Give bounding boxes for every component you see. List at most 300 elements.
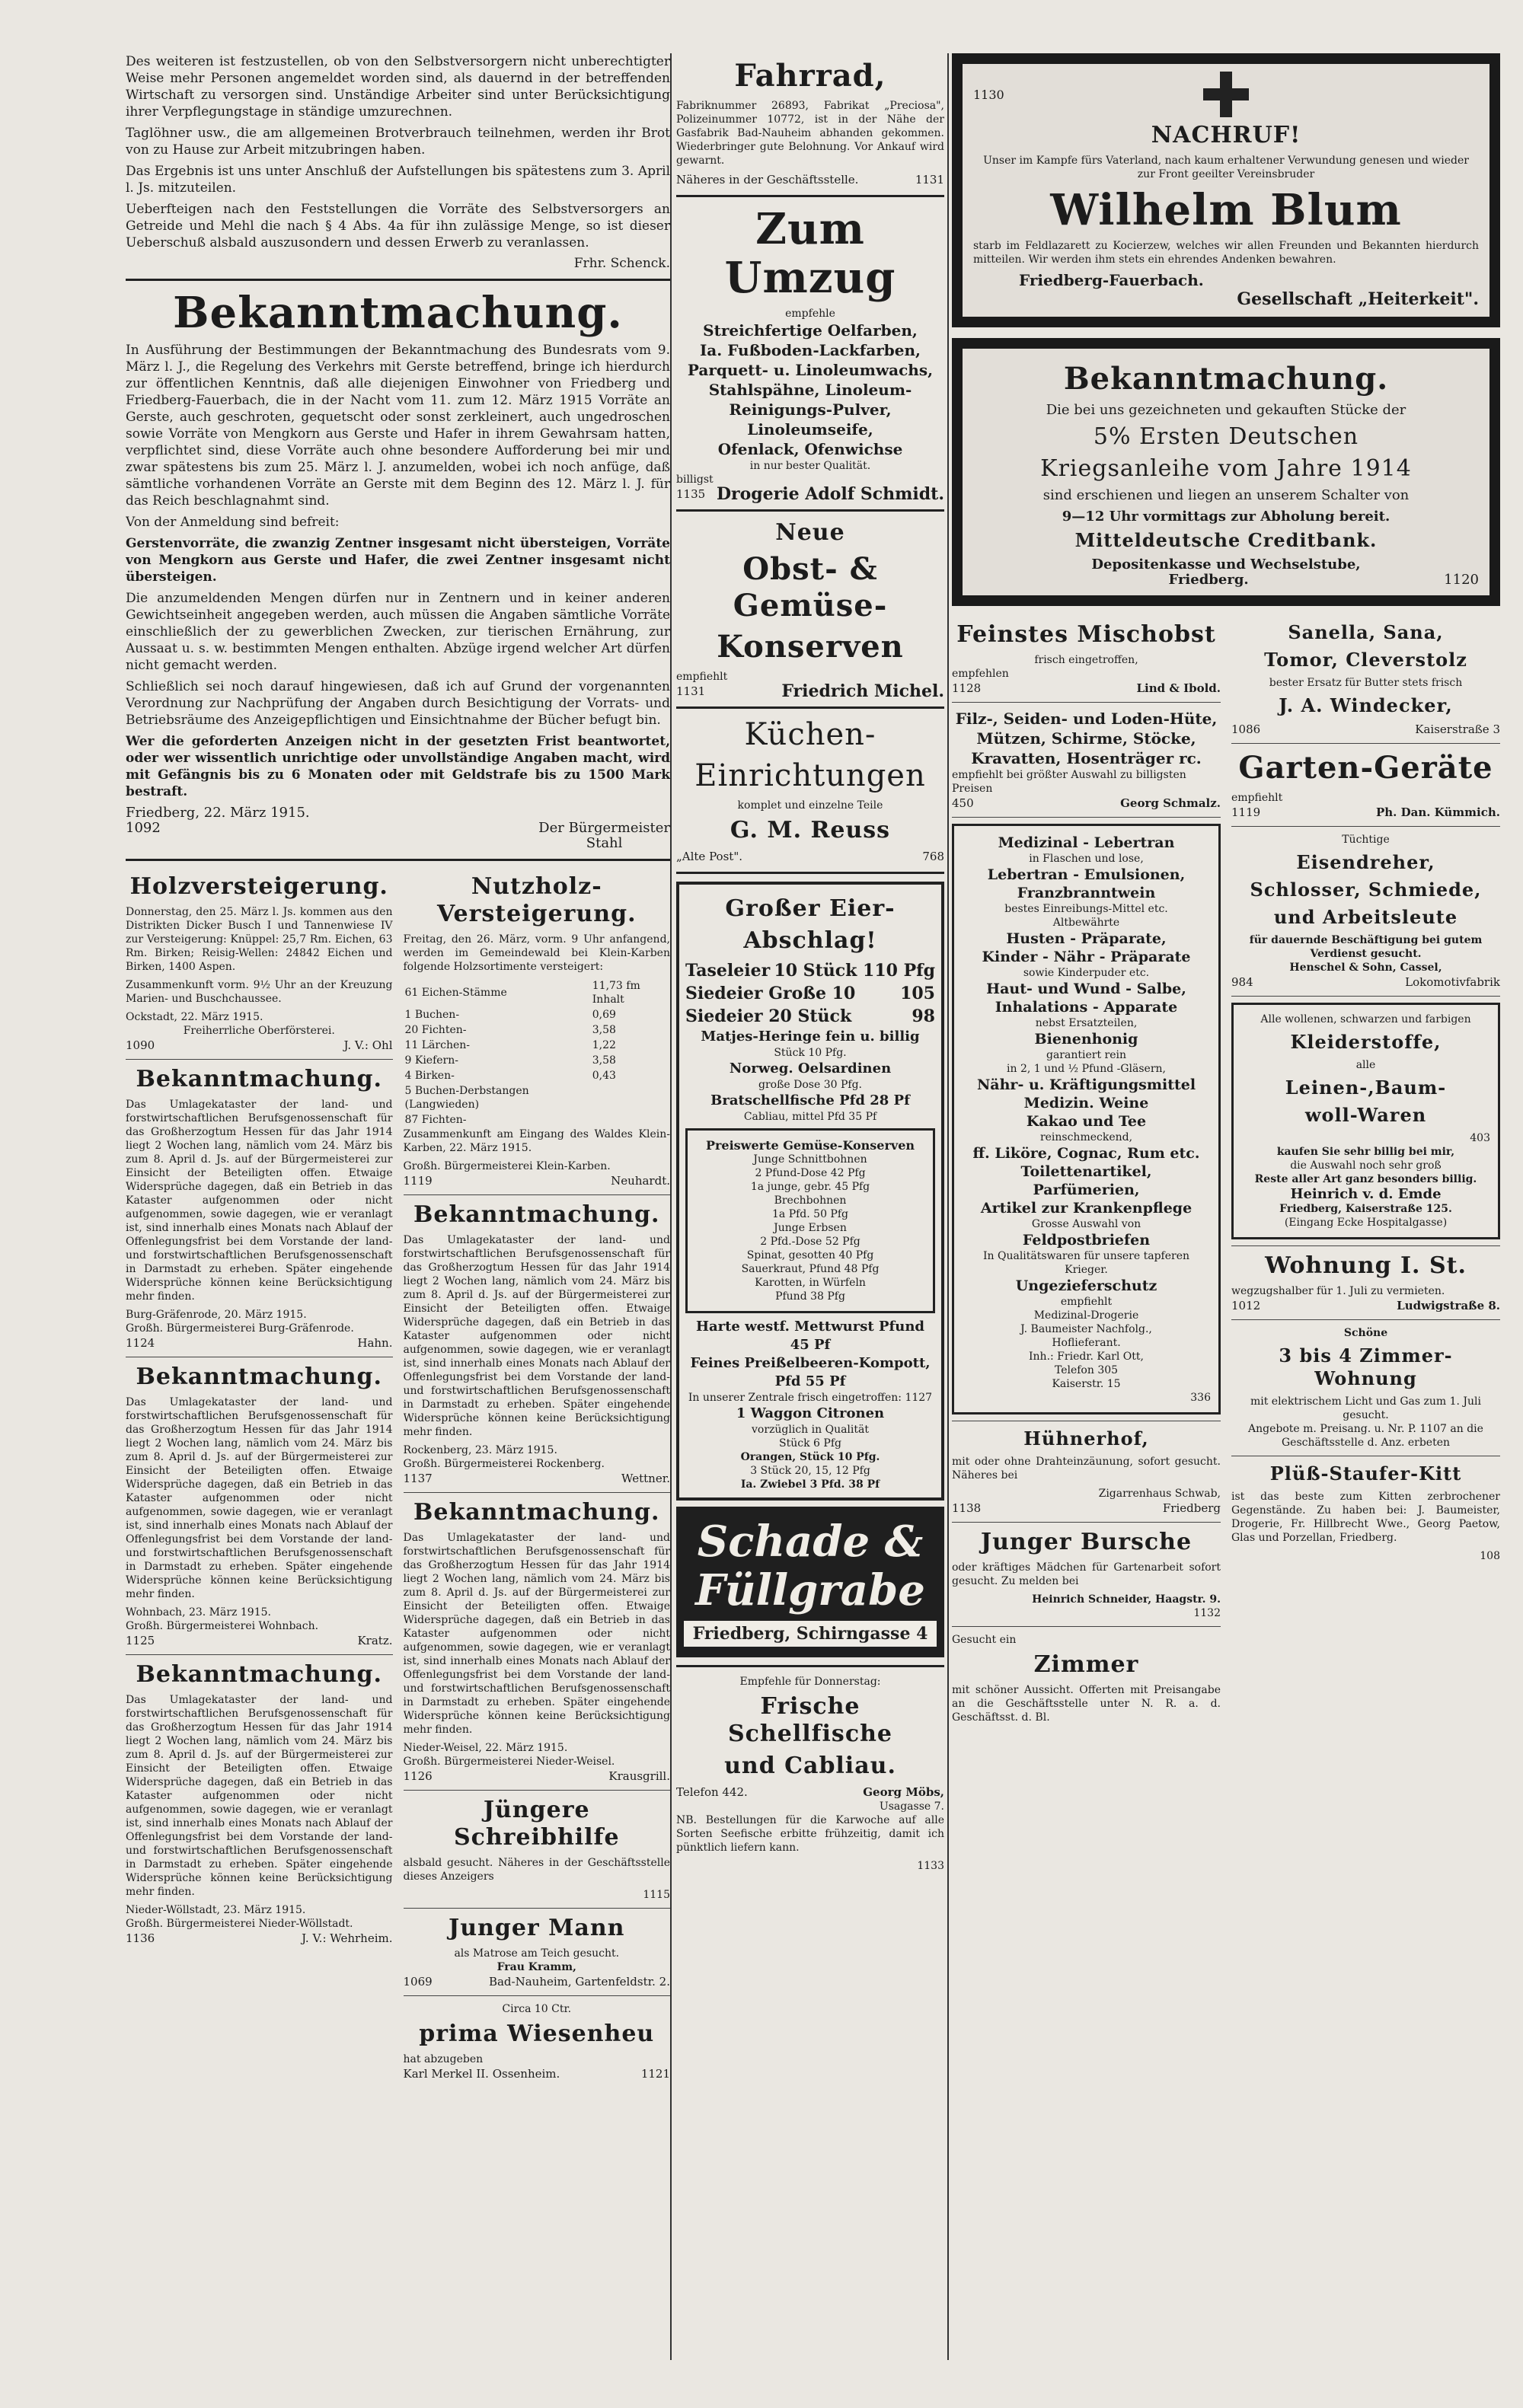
nutz-cell: 4 Birken-	[404, 1070, 455, 1082]
heu-title: prima Wiesenheu	[419, 2020, 655, 2047]
fisch-title: Frische Schellfische	[728, 1693, 892, 1747]
nutz-cell: 1 Buchen-	[404, 1009, 460, 1021]
fisch-tel: Telefon 442.	[676, 1785, 748, 1799]
bek3-title: Bekanntmachung.	[136, 1363, 382, 1390]
col3-right	[1231, 617, 1500, 1729]
bek3-office: Großh. Bürgermeisterei Wohnbach.	[126, 1620, 319, 1632]
nachruf-society: Gesellschaft „Heiterkeit".	[1237, 289, 1479, 309]
ad-number: 1119	[403, 1174, 433, 1188]
eisendreher-name: Henschel & Sohn, Cassel,	[1289, 962, 1442, 974]
bek5-sign: J. V.: Wehrheim.	[302, 1931, 393, 1945]
drogerie-line: Artikel zur Krankenpflege	[980, 1200, 1193, 1217]
eier-prices	[685, 959, 935, 1028]
garten-pre: empfiehlt	[1231, 792, 1283, 804]
zimmerwohnung-text: mit elektrischem Licht und Gas zum 1. Juli gesucht.	[1250, 1395, 1482, 1421]
drogerie-line: nebst Ersatzteilen,	[1035, 1017, 1138, 1029]
nutz-row	[404, 1068, 671, 1083]
drogerie-line: Feldpostbriefen	[1022, 1232, 1151, 1249]
konserven-item: Sauerkraut, Pfund 48 Pfg	[741, 1263, 880, 1275]
drogerie-line: Altbewährte	[1052, 917, 1120, 929]
ad-number: 984	[1231, 975, 1253, 989]
kleider-text-3: Reste aller Art ganz besonders billig.	[1254, 1173, 1477, 1185]
eier-price-cell: Siedeier Große 10	[685, 984, 856, 1003]
ad-number: 1092	[126, 820, 161, 836]
nutz-row	[404, 1038, 671, 1053]
drogerie-line: Husten - Präparate,	[1006, 930, 1167, 947]
umzug-item: Streichfertige Oelfarben,	[703, 321, 918, 340]
ad-number: 1137	[403, 1472, 433, 1485]
drogerie-line: reinschmeckend,	[1039, 1131, 1133, 1143]
holz-office: Freiherrliche Oberförsterei.	[183, 1025, 335, 1037]
bek1-sign: Hahn.	[357, 1336, 393, 1350]
nutz-cell: 87 Fichten-	[404, 1114, 467, 1126]
nachruf-text-2: starb im Feldlazarett zu Kocierzew, welches wir allen Freunden und Bekannten hierdurch mitteilen. Wir werden ihm stets ein ehrendes Andenken bewahren.	[973, 240, 1479, 266]
fisch-nb: NB. Bestellungen für die Karwoche auf alle Sorten Seefische erbitte frühzeitig, damit ich pünktlich liefern kann.	[676, 1814, 944, 1854]
kriegs-text: Die bei uns gezeichneten und gekauften Stücke der	[1046, 402, 1406, 418]
obst-pre: empfiehlt	[676, 671, 728, 683]
lager: In unserer Zentrale frisch eingetroffen: 1127	[688, 1392, 933, 1404]
citronen-price: Stück 6 Pfg	[779, 1437, 841, 1450]
kleider-pre: Alle wollenen, schwarzen und farbigen	[1260, 1013, 1471, 1025]
hute-line: Mützen, Schirme, Stöcke,	[976, 729, 1196, 748]
umzug-item: Reinigungs-Pulver,	[729, 400, 892, 419]
garten-name: Ph. Dan. Kümmich.	[1375, 805, 1500, 819]
hute-text: empfiehlt bei größter Auswahl zu billigsten Preisen	[952, 769, 1186, 795]
holz-place: Ockstadt, 22. März 1915.	[126, 1011, 263, 1023]
bek5-office: Großh. Bürgermeisterei Nieder-Wöllstadt.	[126, 1918, 353, 1930]
column-2	[676, 53, 944, 1873]
intro-signature: Frhr. Schenck.	[573, 256, 670, 271]
umzug-name: Drogerie Adolf Schmidt.	[716, 484, 944, 504]
ad-number: 1086	[1231, 722, 1261, 736]
eier-price-cell: Taseleier	[685, 961, 771, 981]
citronen-quality: vorzüglich in Qualität	[752, 1424, 869, 1436]
ad-number: 1138	[952, 1501, 982, 1515]
main-notice-body	[126, 342, 670, 851]
drogerie-line: Ungezieferschutz	[1015, 1277, 1157, 1294]
konserven-item: Junge Erbsen	[774, 1222, 847, 1234]
divider	[126, 279, 670, 281]
eier-line: Cabliau, mittel Pfd 35 Pf	[743, 1111, 877, 1123]
notice-paragraph: In Ausführung der Bestimmungen der Bekanntmachung des Bundesrats vom 9. März l. J., die Regelung des Verkehrs mit Gerste betreffend, bringe ich hierdurch zur öffentlichen Kenntnis, daß alle diejenigen Einwohner von Friedberg und Friedberg-Fauerbach, die in der Nacht vom 11. zum 12. März 1915 Vorräte an Gerste, auch geschroten, gequetscht oder sonst zerkleinert, auch ungedroschen sowie Vorräte von Mengkorn aus Gerste und Hafer in ihrem Gewahrsam hatten, verpflichtet sind, diese Vorräte auch ohne besondere Aufforderung bei mir und zwar spätestens bis zum 25. März l. J. anzumelden, wobei ich noch anfüge, daß sämtliche vorhandenen Vorräte an Gerste mit dem Beginn des 12. März l. J. für das Reich beschlagnahmt sind.	[126, 343, 670, 509]
orangen: Orangen, Stück 10 Pfg.	[740, 1451, 880, 1463]
drogerie-line: Medizinal - Lebertran	[998, 834, 1175, 851]
ad-number: 1130	[973, 87, 1004, 102]
ad-number: 1128	[952, 681, 982, 695]
mischobst-title: Feinstes Mischobst	[956, 621, 1216, 648]
ad-number: 108	[1480, 1550, 1500, 1562]
eier-line: große Dose 30 Pfg.	[758, 1079, 863, 1091]
konserven-item: Spinat, gesotten 40 Pfg	[746, 1249, 874, 1261]
bek1-text: Das Umlagekataster der land- und forstwirtschaftlichen Berufsgenossenschaft für das Großherzogtum Hessen für das Jahr 1914 liegt 2 Wochen lang, nämlich vom 24. März bis zum 8. April d. Js. auf der Bürgermeisterei zur Einsicht der Beteiligten offen. Etwaige Widersprüche dagegen, daß ein Betrieb in das Kataster aufgenommen oder nicht aufgenommen, sowie dagegen, wie er veranlagt ist, sind innerhalb eines Monats nach Ablauf der Offenlegungsfrist bei dem Vorstande der land- und forstwirtschaftlichen Berufsgenossenschaft in Darmstadt zu erheben. Später eingehende Widersprüche können keine Berücksichtigung mehr finden.	[126, 1099, 393, 1303]
holz-text: Donnerstag, den 25. März l. Js. kommen aus den Distrikten Dicker Busch I und Tannenwiese IV zur Versteigerung: Knüppel: 25,7 Rm. Eichen, 63 Rm. Birken; Reisig-Wellen: 24842 Eichen und Birken, 1400 Aspen.	[126, 906, 393, 973]
fahrrad-title: Fahrrad,	[734, 58, 886, 94]
mischobst-pre: empfehlen	[952, 668, 1009, 680]
nutz-cell: 20 Fichten-	[404, 1024, 467, 1036]
eier-line: Stück 10 Pfg.	[774, 1047, 847, 1059]
nutz-cell	[591, 1083, 670, 1112]
bursche-name: Heinrich Schneider, Haagstr. 9.	[1032, 1593, 1221, 1606]
sanella-text: bester Ersatz für Butter stets frisch	[1269, 677, 1463, 689]
nutz-cell	[591, 1112, 670, 1127]
intro-paragraph: Das Ergebnis ist uns unter Anschluß der Aufstellungen bis spätestens zum 3. April l. Js. mitzuteilen.	[126, 164, 670, 196]
drogerie-line: Hoflieferant.	[1052, 1337, 1121, 1349]
eier-price-cell: Siedeier 20 Stück	[685, 1006, 852, 1026]
fisch-name: Georg Möbs,	[863, 1785, 944, 1799]
konserven-item: 2 Pfd.-Dose 52 Pfg	[760, 1236, 860, 1248]
obst-name: Friedrich Michel.	[781, 681, 944, 701]
sanella-name: J. A. Windecker,	[1279, 694, 1453, 716]
drogerie-line: Franzbranntwein	[1017, 885, 1156, 901]
sanella-addr: Kaiserstraße 3	[1415, 722, 1500, 736]
kleider-ad	[1231, 1003, 1500, 1239]
bek1-office: Großh. Bürgermeisterei Burg-Gräfenrode.	[126, 1322, 354, 1335]
zimmerwohnung-text-2: Angebote m. Preisang. u. Nr. P. 1107 an die Geschäftsstelle d. Anz. erbeten	[1248, 1423, 1483, 1449]
kuechen-name: G. M. Reuss	[730, 817, 891, 844]
drogerie-line: Haut- und Wund - Salbe,	[986, 981, 1186, 997]
nutz-cell: 11 Lärchen-	[404, 1039, 470, 1051]
drogerie-line: Parfümerien,	[1033, 1182, 1140, 1198]
eier-fish	[685, 1028, 935, 1124]
nutz-table	[404, 978, 671, 1127]
drogerie-line: Bienenhonig	[1034, 1031, 1138, 1048]
ad-number: 1133	[917, 1860, 944, 1872]
kitt-text: ist das beste zum Kitten zerbrochener Gegenstände. Zu haben bei: J. Baumeister, Drogerie, Fr. Hillbrecht Wwe., Georg Paetow, Glas und Porzellan, Friedberg.	[1231, 1491, 1500, 1544]
mayor-name: Stahl	[586, 835, 623, 851]
eier-line: Bratschellfische Pfd 28 Pf	[710, 1092, 910, 1108]
nachruf-title: NACHRUF!	[1151, 122, 1301, 148]
konserven-box	[685, 1128, 935, 1313]
kleider-title: Kleiderstoffe,	[1290, 1031, 1442, 1053]
kriegs-big-1: 5% Ersten Deutschen	[1093, 423, 1359, 450]
notice-paragraph: Von der Anmeldung sind befreit:	[126, 515, 340, 530]
drogerie-line: J. Baumeister Nachfolg.,	[1020, 1323, 1152, 1335]
eier-price-cell: 98	[912, 1006, 935, 1026]
umzug-title: Zum Umzug	[724, 204, 896, 303]
konserven-list	[695, 1153, 925, 1303]
kuechen-text: komplet und einzelne Teile	[737, 799, 883, 812]
drogerie-line: bestes Einreibungs-Mittel etc.	[1004, 903, 1168, 915]
subcolumn-left	[126, 869, 393, 2081]
nutz-cell: 5 Buchen-Derbstangen (Langwieden)	[404, 1085, 529, 1111]
ad-number: 1121	[640, 2067, 670, 2081]
ad-number: 1115	[643, 1889, 670, 1901]
kriegs-text-2: sind erschienen und liegen an unserem Schalter von	[1042, 487, 1410, 503]
ad-number: 1124	[126, 1336, 155, 1350]
bek4-text: Das Umlagekataster der land- und forstwirtschaftlichen Berufsgenossenschaft für das Großherzogtum Hessen für das Jahr 1914 liegt 2 Wochen lang, nämlich vom 24. März bis zum 8. April d. Js. auf der Bürgermeisterei zur Einsicht der Beteiligten offen. Etwaige Widersprüche dagegen, daß ein Betrieb in das Kataster aufgenommen oder nicht aufgenommen, sowie dagegen, wie er veranlagt ist, sind innerhalb eines Monats nach Ablauf der Offenlegungsfrist bei dem Vorstande der land- und forstwirtschaftlichen Berufsgenossenschaft in Darmstadt zu erheben. Später eingehende Widersprüche können keine Berücksichtigung mehr finden.	[403, 1532, 670, 1736]
drogerie-line: In Qualitätswaren für unsere tapferen Krieger.	[982, 1250, 1190, 1276]
orangen-price: 3 Stück 20, 15, 12 Pfg	[750, 1465, 870, 1477]
bek3-sign: Kratz.	[357, 1634, 393, 1647]
bursche-text: oder kräftiges Mädchen für Gartenarbeit sofort gesucht. Zu melden bei	[952, 1561, 1221, 1587]
notice-paragraph: Wer die geforderten Anzeigen nicht in der gesetzten Frist beantwortet, oder wer wissentlich unrichtige oder unvollständige Angaben macht, wird mit Gefängnis bis zu 6 Monaten oder mit Geldstrafe bis zu 1500 Mark bestraft.	[126, 734, 670, 799]
eier-title-1: Großer Eier-	[725, 895, 896, 922]
nutz-sign: Neuhardt.	[611, 1174, 670, 1188]
bek5-place: Nieder-Wöllstadt, 23. März 1915.	[126, 1904, 306, 1916]
bursche-title: Junger Bursche	[980, 1529, 1193, 1555]
citronen: 1 Waggon Citronen	[736, 1405, 885, 1421]
garten-title: Garten-Geräte	[1238, 750, 1493, 786]
umzug-item: Parquett- u. Linoleumwachs,	[687, 361, 934, 379]
sanella-title-2: Tomor, Cleverstolz	[1264, 649, 1467, 671]
zwiebel: Ia. Zwiebel 3 Pfd. 38 Pf	[740, 1478, 880, 1491]
drogerie-line: Kinder - Nähr - Präparate	[982, 949, 1191, 965]
kuechen-title-2: Einrichtungen	[694, 758, 926, 793]
subcolumn-right	[404, 869, 671, 2081]
drogerie-line: Kaiserstr. 15	[1052, 1378, 1121, 1390]
hute-line: Filz-, Seiden- und Loden-Hüte,	[955, 710, 1218, 728]
heu-name: Karl Merkel II. Ossenheim.	[403, 2067, 560, 2081]
intro-paragraph: Des weiteren ist festzustellen, ob von den Selbstversorgern nicht unberechtigter Weise mehr Personen angemeldet worden sind, als dauernd in der betreffenden Wirtschaft zu versorgen sind. Unständige Arbeiter sind unter Berücksichtigung ihrer Verpflegungstage in ständige umzurechnen.	[126, 54, 670, 120]
bek4-place: Nieder-Weisel, 22. März 1915.	[403, 1742, 568, 1754]
junger-mann-name: Frau Kramm,	[496, 1961, 576, 1973]
nachruf-name: Wilhelm Blum	[1050, 185, 1402, 235]
bek4-title: Bekanntmachung.	[413, 1499, 660, 1526]
konserven-title: Preiswerte Gemüse-Konserven	[705, 1138, 915, 1153]
drogerie-line: in Flaschen und lose,	[1029, 853, 1144, 865]
eisendreher-title-3: und Arbeitsleute	[1273, 906, 1458, 928]
konserven-item: Karotten, in Würfeln	[755, 1277, 866, 1289]
zimmer-text: mit schöner Aussicht. Offerten mit Preisangabe an die Geschäftsstelle unter N. R. a. d. Geschäftsst. d. Bl.	[952, 1684, 1221, 1724]
holz-sign: J. V.: Ohl	[343, 1038, 393, 1052]
bek5-text: Das Umlagekataster der land- und forstwirtschaftlichen Berufsgenossenschaft für das Großherzogtum Hessen für das Jahr 1914 liegt 2 Wochen lang, nämlich vom 24. März bis zum 8. April d. Js. auf der Bürgermeisterei zur Einsicht der Beteiligten offen. Etwaige Widersprüche dagegen, daß ein Betrieb in das Kataster aufgenommen oder nicht aufgenommen, sowie dagegen, wie er veranlagt ist, sind innerhalb eines Monats nach Ablauf der Offenlegungsfrist bei dem Vorstande der land- und forstwirtschaftlichen Berufsgenossenschaft in Darmstadt zu erheben. Später eingehende Widersprüche können keine Berücksichtigung mehr finden.	[126, 1694, 393, 1898]
sanella-title-1: Sanella, Sana,	[1288, 621, 1444, 643]
fisch-pre: Empfehle für Donnerstag:	[739, 1676, 881, 1688]
ad-number: 1012	[1231, 1299, 1261, 1312]
drogerie-line: Toilettenartikel,	[1020, 1163, 1152, 1180]
hute-name: Georg Schmalz.	[1120, 796, 1221, 810]
mettwurst: Harte westf. Mettwurst Pfund 45 Pf	[695, 1319, 925, 1353]
notice-subcolumns	[126, 869, 670, 2081]
drogerie-line: in 2, 1 und ½ Pfund -Gläsern,	[1007, 1063, 1166, 1075]
notice-paragraph: Gerstenvorräte, die zwanzig Zentner insgesamt nicht übersteigen, Vorräte von Mengkorn aus Gerste und Hafer, die zwei Zentner insgesamt nicht übersteigen.	[126, 536, 670, 585]
nutz-cell: 9 Kiefern-	[404, 1054, 458, 1067]
drogerie-line: ff. Liköre, Cognac, Rum etc.	[972, 1145, 1200, 1162]
nutz-cell: 61 Eichen-Stämme	[404, 987, 507, 999]
kleider-text-2: die Auswahl noch sehr groß	[1290, 1159, 1442, 1172]
eisendreher-pre: Tüchtige	[1342, 834, 1390, 846]
kriegs-title: Bekanntmachung.	[1063, 361, 1389, 397]
fahrrad-text: Fabriknummer 26893, Fabrikat „Preciosa", Polizeinummer 10772, ist in der Nähe der Gasfabrik Bad-Nauheim abhanden gekommen. Wiederbringer gute Belohnung. Vor Ankauf wird gewarnt.	[676, 100, 944, 167]
schade-address: Friedberg, Schirngasse 4	[684, 1621, 937, 1647]
kleider-title-3: woll-Waren	[1304, 1104, 1427, 1126]
wohnung-title: Wohnung I. St.	[1265, 1252, 1467, 1279]
huhner-title: Hühnerhof,	[1023, 1427, 1149, 1450]
drogerie-line: Kakao und Tee	[1026, 1113, 1147, 1130]
ad-number: 1131	[915, 173, 944, 187]
eier-price-row	[685, 982, 935, 1005]
eier-price-row	[685, 1005, 935, 1028]
ad-number: 450	[952, 796, 974, 810]
kriegs-city: Friedberg.	[1168, 572, 1249, 588]
intro-section	[126, 53, 670, 271]
bek2-office: Großh. Bürgermeisterei Rockenberg.	[403, 1458, 605, 1470]
bek3-text: Das Umlagekataster der land- und forstwirtschaftlichen Berufsgenossenschaft für das Großherzogtum Hessen für das Jahr 1914 liegt 2 Wochen lang, nämlich vom 24. März bis zum 8. April d. Js. auf der Bürgermeisterei zur Einsicht der Beteiligten offen. Etwaige Widersprüche dagegen, daß ein Betrieb in das Kataster aufgenommen oder nicht aufgenommen, sowie dagegen, wie er veranlagt ist, sind innerhalb eines Monats nach Ablauf der Offenlegungsfrist bei dem Vorstande der land- und forstwirtschaftlichen Berufsgenossenschaft in Darmstadt zu erheben. Später eingehende Widersprüche können keine Berücksichtigung mehr finden.	[126, 1396, 393, 1600]
bek1-title: Bekanntmachung.	[136, 1066, 382, 1092]
mayor-title: Der Bürgermeister	[538, 820, 670, 836]
iron-cross-icon	[1203, 72, 1249, 117]
kriegs-bank: Mitteldeutsche Creditbank.	[1074, 529, 1378, 551]
schreibhilfe-text: alsbald gesucht. Näheres in der Geschäftsstelle dieses Anzeigers	[403, 1857, 670, 1883]
mischobst-name: Lind & Ibold.	[1136, 681, 1221, 695]
umzug-item: Ofenlack, Ofenwichse	[717, 440, 903, 458]
col3-subcolumns	[952, 617, 1500, 1729]
nutz-cell: 0,43	[592, 1070, 616, 1082]
obst-title-3: Konserven	[717, 629, 904, 665]
kuechen-sub: „Alte Post".	[676, 850, 742, 863]
nachruf-text: Unser im Kampfe fürs Vaterland, nach kaum erhaltener Verwundung genesen und wieder zur Front geeilter Vereinsbruder	[983, 155, 1469, 180]
column-divider-2	[947, 53, 949, 2360]
drogerie-line: Medizinal-Drogerie	[1033, 1309, 1139, 1322]
eier-title-2: Abschlag!	[743, 927, 877, 954]
umzug-item: Ia. Fußboden-Lackfarben,	[699, 341, 921, 359]
notice-paragraph: Die anzumeldenden Mengen dürfen nur in Zentnern und in keiner anderen Gewichtseinheit angegeben werden, auch müssen die Angaben sämtliche Vorräte einschließlich der zu gewerblichen Zwecken, zur tierischen Ernährung, zur Aussaat u. s. w. bestimmten Mengen enthalten. Abzüge irgend welcher Art dürfen nicht gemacht werden.	[126, 591, 670, 673]
umzug-item: Stahlspähne, Linoleum-	[708, 381, 912, 399]
bek2-place: Rockenberg, 23. März 1915.	[403, 1444, 557, 1456]
drogerie-line: Inh.: Friedr. Karl Ott,	[1029, 1351, 1144, 1363]
bek4-sign: Krausgrill.	[608, 1769, 670, 1783]
obst-title-1: Neue	[775, 519, 845, 546]
nutz-text: Freitag, den 26. März, vorm. 9 Uhr anfangend, werden im Gemeindewald bei Klein-Karben folgende Holzsortimente versteigert:	[403, 933, 670, 973]
drogerie-line: Nähr- u. Kräftigungsmittel	[976, 1076, 1196, 1093]
kriegs-time: 9—12 Uhr vormittags zur Abholung bereit.	[1062, 509, 1390, 525]
bek3-place: Wohnbach, 23. März 1915.	[126, 1606, 271, 1619]
ad-number: 1119	[1231, 805, 1261, 819]
konserven-item: Junge Schnittbohnen	[753, 1153, 867, 1166]
kleider-title-2: Leinen-,Baum-	[1285, 1076, 1447, 1099]
eisendreher-sub: Lokomotivfabrik	[1405, 975, 1500, 989]
zimmerwohnung-pre: Schöne	[1343, 1327, 1388, 1339]
kleider-name: Heinrich v. d. Emde	[1290, 1186, 1442, 1202]
umzug-billig: billigst	[676, 474, 714, 486]
column-3	[952, 53, 1500, 1729]
notice-paragraph: Schließlich sei noch darauf hingewiesen, daß ich auf Grund der vorgenannten Verordnung zur Nachprüfung der Angaben durch Besichtigung der Vorrats- und Betriebsräume des Anzeigepflichtigen und Einsichtnahme der Bücher befugt bin.	[126, 679, 670, 728]
column-divider-1	[670, 53, 672, 2360]
eier-price-cell: 10 Stück 110 Pfg	[774, 961, 935, 981]
kitt-title: Plüß-Staufer-Kitt	[1269, 1462, 1462, 1485]
eisendreher-text: für dauernde Beschäftigung bei gutem Verdienst gesucht.	[1249, 934, 1483, 960]
nutz-cell: 11,73 fm Inhalt	[592, 980, 640, 1006]
huhner-city: Friedberg	[1162, 1501, 1221, 1515]
eier-price-cell: 105	[900, 984, 935, 1003]
eier-line: Norweg. Oelsardinen	[729, 1060, 892, 1076]
fahrrad-foot: Näheres in der Geschäftsstelle.	[676, 173, 859, 187]
heu-pre: Circa 10 Ctr.	[502, 2003, 572, 2015]
nutz-title: Nutzholz-Versteigerung.	[436, 873, 637, 927]
ad-number: 768	[922, 850, 944, 863]
wohnung-text: wegzugshalber für 1. Juli zu vermieten.	[1231, 1285, 1445, 1297]
mischobst-text: frisch eingetroffen,	[1034, 654, 1138, 666]
bek2-title: Bekanntmachung.	[413, 1201, 660, 1228]
nutz-row	[404, 1007, 671, 1022]
drogerie-line: Grosse Auswahl von	[1031, 1218, 1141, 1230]
kriegsanleihe-box	[952, 338, 1500, 606]
eier-price-row	[685, 959, 935, 982]
nutz-row	[404, 1053, 671, 1068]
col3-left	[952, 617, 1221, 1729]
ad-number: 1069	[403, 1975, 433, 1989]
nutz-cell: 1,22	[592, 1039, 616, 1051]
eier-line: Matjes-Heringe fein u. billig	[701, 1029, 920, 1045]
nutz-row	[404, 1022, 671, 1038]
ad-number: 1136	[126, 1931, 155, 1945]
holz-title: Holzversteigerung.	[129, 873, 388, 900]
kleider-addr-2: (Eingang Ecke Hospitalgasse)	[1284, 1217, 1448, 1229]
nutz-row	[404, 1083, 671, 1112]
fisch-addr: Usagasse 7.	[879, 1800, 944, 1813]
fisch-title-2: und Cabliau.	[724, 1753, 896, 1779]
schade-fuellgrabe-banner	[676, 1507, 944, 1657]
ad-number: 403	[1470, 1132, 1490, 1144]
nutz-cell: 3,58	[592, 1024, 616, 1036]
ad-number: 336	[1190, 1392, 1211, 1404]
kuechen-title-1: Küchen-	[744, 717, 876, 752]
zimmer-title: Zimmer	[1033, 1651, 1139, 1678]
umzug-post: in nur bester Qualität.	[749, 460, 871, 472]
konserven-item: 2 Pfund-Dose 42 Pfg	[755, 1167, 866, 1179]
drogerie-ad	[952, 824, 1221, 1415]
umzug-pre: empfehle	[785, 308, 835, 320]
ad-number: 1090	[126, 1038, 155, 1052]
konserven-item: Brechbohnen	[774, 1194, 847, 1207]
schade-line-1: Schade &	[697, 1517, 924, 1567]
drogerie-line: Medizin. Weine	[1023, 1095, 1149, 1112]
ad-number: 1126	[403, 1769, 433, 1783]
eisendreher-title: Eisendreher,	[1296, 851, 1435, 873]
notice-place-date: Friedberg, 22. März 1915.	[126, 805, 310, 821]
zimmerwohnung-title: 3 bis 4 Zimmer-Wohnung	[1279, 1344, 1453, 1389]
holz-text: Zusammenkunft vorm. 9½ Uhr an der Kreuzung Marien- und Buschchaussee.	[126, 979, 393, 1005]
kriegs-big-2: Kriegsanleihe vom Jahre 1914	[1040, 455, 1412, 482]
column-1	[126, 53, 670, 2081]
schade-line-2: Füllgrabe	[695, 1565, 925, 1615]
ad-number: 1125	[126, 1634, 155, 1647]
kleider-text: kaufen Sie sehr billig bei mir,	[1276, 1146, 1455, 1158]
hute-line: Kravatten, Hosenträger rc.	[971, 749, 1202, 767]
junger-mann-text: als Matrose am Teich gesucht.	[454, 1947, 620, 1960]
huhner-name: Zigarrenhaus Schwab,	[1098, 1488, 1221, 1500]
obst-title-2: Obst- & Gemüse-	[733, 551, 888, 624]
nutz-row	[404, 978, 671, 1007]
kriegs-bank-2: Depositenkasse und Wechselstube,	[1091, 557, 1361, 572]
divider	[126, 859, 670, 861]
intro-paragraph: Ueberfteigen nach den Feststellungen die Vorräte des Selbstversorgers an Getreide und Mehl die nach § 4 Abs. 4a für ihn zulässige Menge, so ist dieser Ueberschuß alsbald auszusondern und dessen Erwerb zu veranlassen.	[126, 202, 670, 250]
preisselbeeren: Feines Preißelbeeren-Kompott, Pfd 55 Pf	[690, 1355, 931, 1389]
konserven-item: 1a junge, gebr. 45 Pfg	[750, 1181, 870, 1193]
ad-number: 1120	[1444, 572, 1479, 588]
umzug-item: Linoleumseife,	[747, 420, 873, 439]
nutz-row	[404, 1112, 671, 1127]
eier-ad	[676, 882, 944, 1501]
bek1-place: Burg-Gräfenrode, 20. März 1915.	[126, 1309, 307, 1321]
heu-text: hat abzugeben	[403, 2053, 484, 2065]
bek5-title: Bekanntmachung.	[136, 1661, 382, 1688]
eisendreher-title-2: Schlosser, Schmiede,	[1250, 879, 1482, 901]
kleider-addr: Friedberg, Kaiserstraße 125.	[1279, 1203, 1452, 1215]
ad-number: 1132	[1193, 1607, 1221, 1619]
wohnung-addr: Ludwigstraße 8.	[1397, 1299, 1500, 1312]
kleider-mid: alle	[1355, 1059, 1376, 1071]
nutz-office: Großh. Bürgermeisterei Klein-Karben.	[403, 1160, 611, 1172]
intro-paragraph: Taglöhner usw., die am allgemeinen Brotverbrauch teilnehmen, werden ihr Brot von zu Hause zur Arbeit mitzubringen haben.	[126, 126, 670, 158]
nutz-cell: 3,58	[592, 1054, 616, 1067]
drogerie-line: empfiehlt	[1060, 1296, 1113, 1308]
drogerie-line: Lebertran - Emulsionen,	[987, 866, 1186, 883]
konserven-item: 1a Pfd. 50 Pfg	[772, 1208, 848, 1220]
bek2-text: Das Umlagekataster der land- und forstwirtschaftlichen Berufsgenossenschaft für das Großherzogtum Hessen für das Jahr 1914 liegt 2 Wochen lang, nämlich vom 24. März bis zum 8. April d. Js. auf der Bürgermeisterei zur Einsicht der Beteiligten offen. Etwaige Widersprüche dagegen, daß ein Betrieb in das Kataster aufgenommen oder nicht aufgenommen, sowie dagegen, wie er veranlagt ist, sind innerhalb eines Monats nach Ablauf der Offenlegungsfrist bei dem Vorstande der land- und forstwirtschaftlichen Berufsgenossenschaft in Darmstadt zu erheben. Später eingehende Widersprüche können keine Berücksichtigung mehr finden.	[403, 1234, 670, 1438]
junger-mann-title: Junger Mann	[449, 1915, 625, 1941]
huhner-text: mit oder ohne Drahteinzäunung, sofort gesucht. Näheres bei	[952, 1456, 1221, 1481]
